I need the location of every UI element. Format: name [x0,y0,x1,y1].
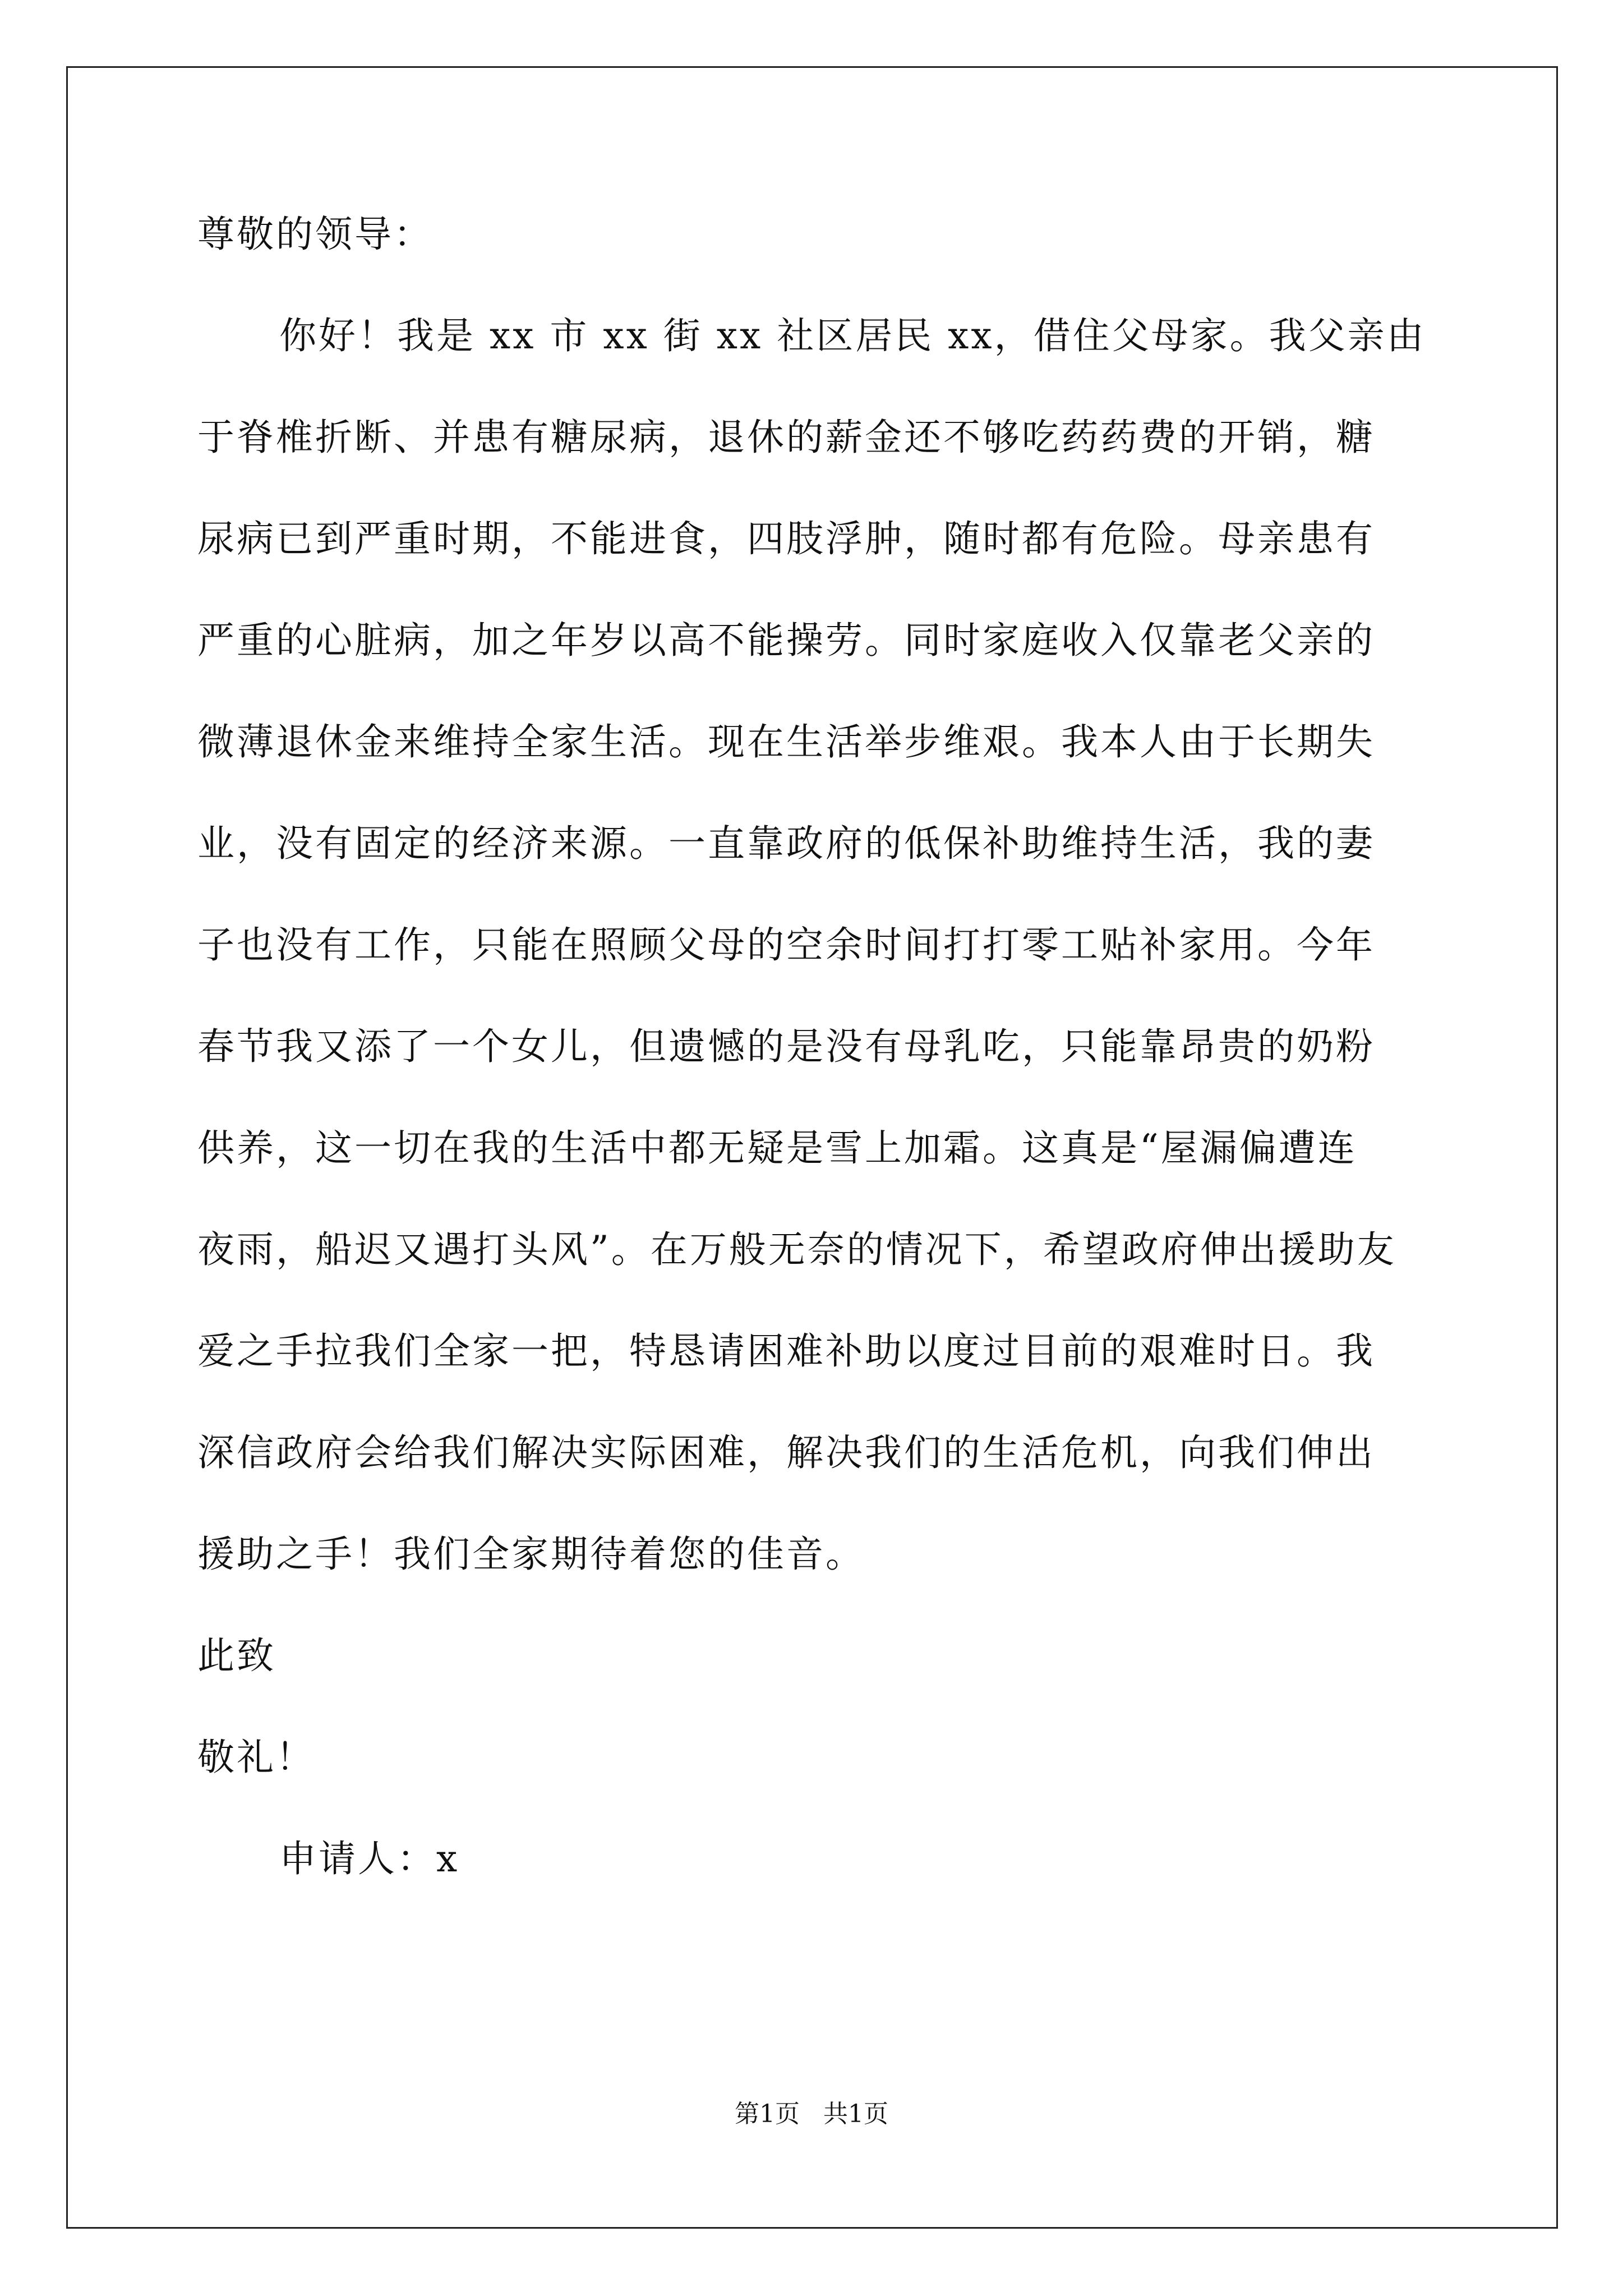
body-line: 微薄退休金来维持全家生活。现在生活举步维艰。我本人由于长期失 [197,720,1375,763]
body-line: 深信政府会给我们解决实际困难，解决我们的生活危机，向我们伸出 [197,1431,1375,1474]
body-line: 援助之手！我们全家期待着您的佳音。 [197,1533,865,1576]
body-line: 供养，这一切在我的生活中都无疑是雪上加霜。这真是“屋漏偏遭连 [197,1126,1357,1170]
body-line: 春节我又添了一个女儿，但遗憾的是没有母乳吃，只能靠昂贵的奶粉 [197,1025,1375,1068]
body-line: 于脊椎折断、并患有糖尿病，退休的薪金还不够吃药药费的开销，糖 [197,416,1375,459]
body-line: 爱之手拉我们全家一把，特恳请困难补助以度过目前的艰难时日。我 [197,1329,1375,1373]
page-footer: 第1页 共1页 [735,2100,888,2128]
signature: 申请人：x [279,1837,460,1880]
closing-line-2: 敬礼！ [197,1736,315,1779]
body-line: 尿病已到严重时期，不能进食，四肢浮肿，随时都有危险。母亲患有 [197,517,1375,560]
body-line: 子也没有工作，只能在照顾父母的空余时间打打零工贴补家用。今年 [197,923,1375,967]
closing-line-1: 此致 [197,1634,276,1677]
body-line: 业，没有固定的经济来源。一直靠政府的低保补助维持生活，我的妻 [197,822,1375,865]
body-line: 严重的心脏病，加之年岁以高不能操劳。同时家庭收入仅靠老父亲的 [197,619,1375,662]
body-line: 你好！我是 xx 市 xx 街 xx 社区居民 xx，借住父母家。我父亲由 [279,314,1426,357]
salutation: 尊敬的领导： [197,213,433,256]
body-line: 夜雨，船迟又遇打头风”。在万般无奈的情况下，希望政府伸出援助友 [197,1228,1396,1271]
